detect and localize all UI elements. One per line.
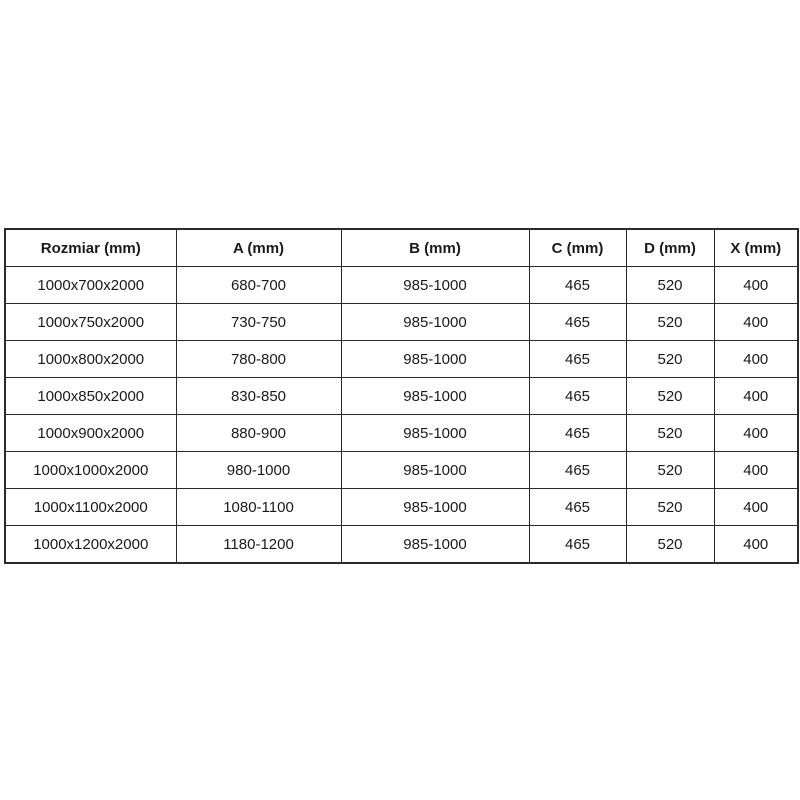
table-cell: 465	[529, 267, 626, 304]
size-spec-table-container	[4, 228, 797, 564]
table-cell: 985-1000	[341, 489, 529, 526]
table-header-row	[5, 229, 798, 267]
table-row	[5, 341, 798, 378]
table-row	[5, 526, 798, 564]
table-cell: 980-1000	[176, 452, 341, 489]
column-header: Rozmiar (mm)	[5, 229, 176, 267]
table-cell: 400	[714, 452, 798, 489]
table-cell: 400	[714, 341, 798, 378]
table-row	[5, 415, 798, 452]
table-cell: 985-1000	[341, 526, 529, 564]
table-cell: 465	[529, 415, 626, 452]
table-cell: 985-1000	[341, 452, 529, 489]
table-cell: 465	[529, 378, 626, 415]
table-cell: 465	[529, 526, 626, 564]
table-header	[5, 229, 798, 267]
table-cell: 985-1000	[341, 378, 529, 415]
table-cell: 400	[714, 267, 798, 304]
table-cell: 1000x700x2000	[5, 267, 176, 304]
table-cell: 520	[626, 378, 714, 415]
table-cell: 780-800	[176, 341, 341, 378]
table-cell: 1000x1200x2000	[5, 526, 176, 564]
table-cell: 830-850	[176, 378, 341, 415]
column-header: X (mm)	[714, 229, 798, 267]
column-header: B (mm)	[341, 229, 529, 267]
table-cell: 985-1000	[341, 304, 529, 341]
table-cell: 1000x750x2000	[5, 304, 176, 341]
table-cell: 1000x800x2000	[5, 341, 176, 378]
table-cell: 520	[626, 489, 714, 526]
table-cell: 465	[529, 489, 626, 526]
table-cell: 465	[529, 452, 626, 489]
table-cell: 985-1000	[341, 267, 529, 304]
table-cell: 985-1000	[341, 341, 529, 378]
table-row	[5, 452, 798, 489]
table-cell: 520	[626, 415, 714, 452]
size-spec-table	[4, 228, 799, 564]
table-cell: 880-900	[176, 415, 341, 452]
column-header: C (mm)	[529, 229, 626, 267]
table-row	[5, 267, 798, 304]
table-row	[5, 489, 798, 526]
table-cell: 400	[714, 304, 798, 341]
table-cell: 1000x1100x2000	[5, 489, 176, 526]
table-cell: 520	[626, 267, 714, 304]
table-cell: 1180-1200	[176, 526, 341, 564]
table-cell: 730-750	[176, 304, 341, 341]
table-cell: 1000x850x2000	[5, 378, 176, 415]
table-cell: 400	[714, 526, 798, 564]
table-cell: 520	[626, 341, 714, 378]
table-cell: 520	[626, 526, 714, 564]
table-body	[5, 267, 798, 564]
table-cell: 400	[714, 415, 798, 452]
table-cell: 1080-1100	[176, 489, 341, 526]
table-cell: 465	[529, 341, 626, 378]
table-cell: 1000x1000x2000	[5, 452, 176, 489]
table-cell: 465	[529, 304, 626, 341]
table-cell: 520	[626, 452, 714, 489]
table-row	[5, 304, 798, 341]
column-header: D (mm)	[626, 229, 714, 267]
table-cell: 400	[714, 489, 798, 526]
table-row	[5, 378, 798, 415]
table-cell: 985-1000	[341, 415, 529, 452]
table-cell: 520	[626, 304, 714, 341]
table-cell: 400	[714, 378, 798, 415]
table-cell: 1000x900x2000	[5, 415, 176, 452]
column-header: A (mm)	[176, 229, 341, 267]
table-cell: 680-700	[176, 267, 341, 304]
